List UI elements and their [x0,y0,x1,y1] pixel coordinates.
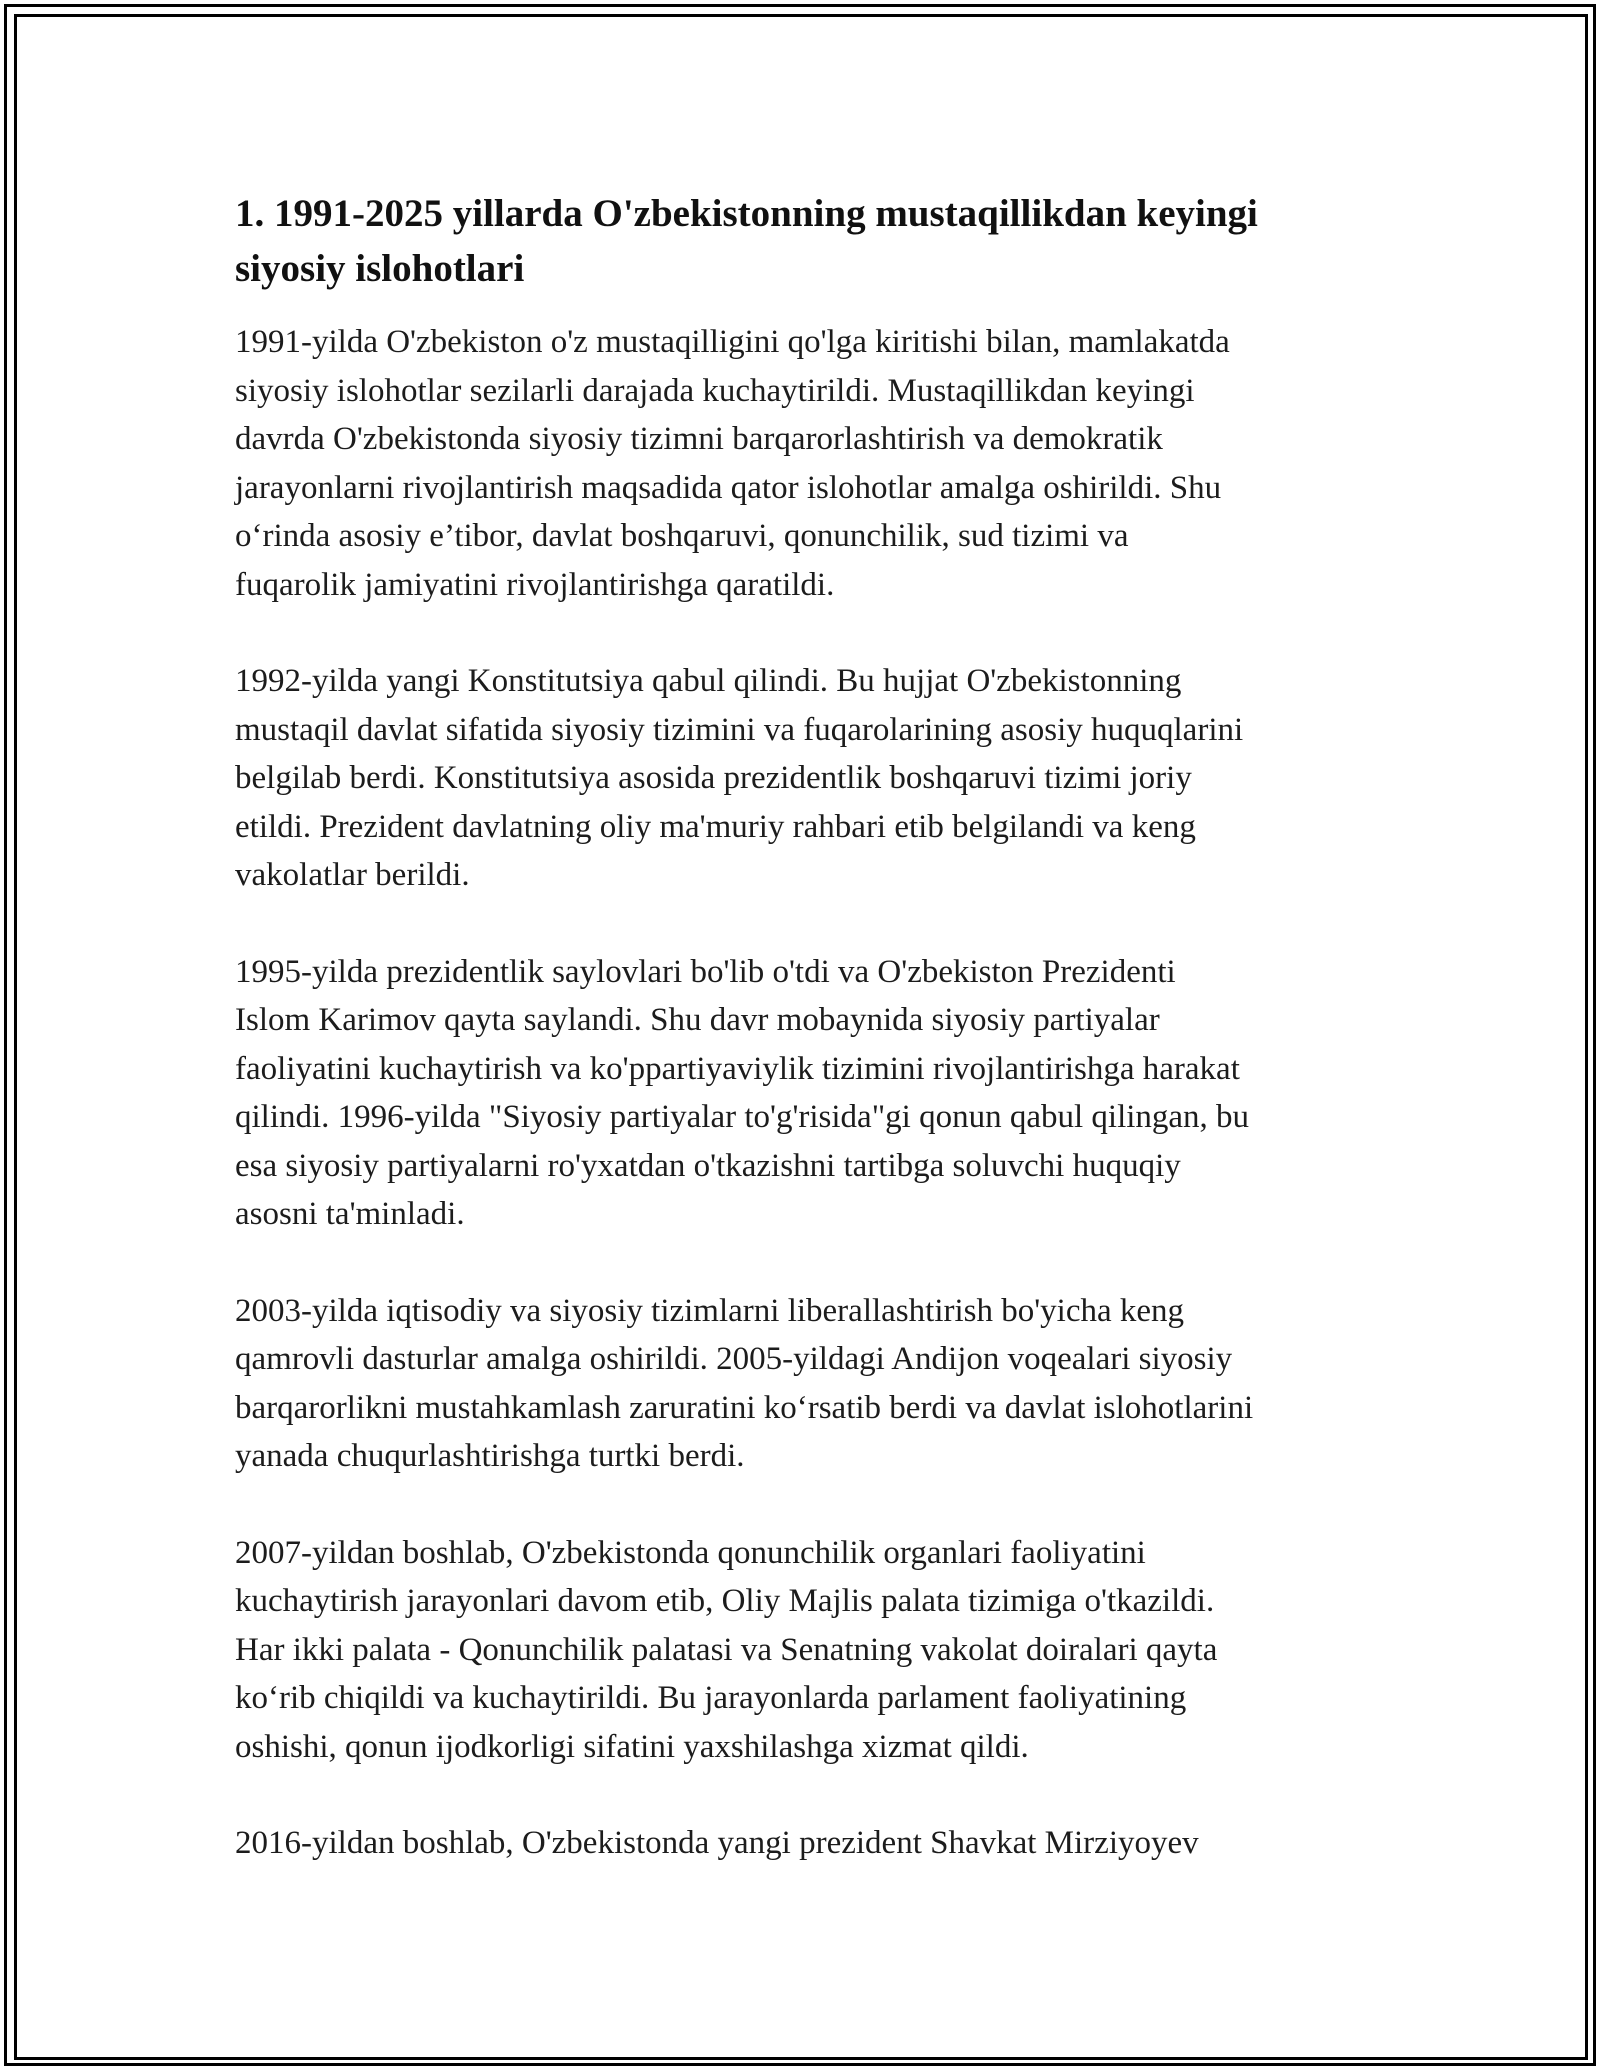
text-line: yanada chuqurlashtirishga turtki berdi. [235,1438,745,1474]
text-line: 2003-yilda iqtisodiy va siyosiy tizimlarni liberallashtirish bo'yicha keng [235,1292,1185,1329]
text-line: etildi. Prezident davlatning oliy ma'muriy rahbari etib belgilandi va keng [235,808,1196,845]
paragraph-2007 [235,1529,1395,1772]
paragraph-2016 [235,1819,1395,1868]
text-line: barqarorlikni mustahkamlash zaruratini ko‘rsatib berdi va davlat islohotlarini [235,1389,1254,1426]
heading-line: 1. 1991-2025 yillarda O'zbekistonning mustaqillikdan keyingi [235,192,1258,235]
paragraph-1992 [235,657,1395,900]
text-line: 2007-yildan boshlab, O'zbekistonda qonunchilik organlari faoliyatini [235,1534,1146,1571]
text-line: oshishi, qonun ijodkorligi sifatini yaxshilashga xizmat qildi. [235,1728,1029,1765]
text-line: kuchaytirish jarayonlari davom etib, Oliy Majlis palata tizimiga o'tkazildi. [235,1583,1215,1619]
text-line: 2016-yildan boshlab, O'zbekistonda yangi prezident Shavkat Mirziyoyev [235,1825,1199,1861]
text-line: davrda O'zbekistonda siyosiy tizimni barqarorlashtirish va demokratik [235,421,1163,457]
text-line: mustaqil davlat sifatida siyosiy tizimini va fuqarolarining asosiy huquqlarini [235,711,1244,748]
text-line: qilindi. 1996-yilda "Siyosiy partiyalar to'g'risida"gi qonun qabul qilingan, bu [235,1099,1250,1135]
paragraph-1991 [235,318,1395,609]
text-line: qamrovli dasturlar amalga oshirildi. 2005-yildagi Andijon voqealari siyosiy [235,1341,1233,1377]
text-line: o‘rinda asosiy e’tibor, davlat boshqaruvi, qonunchilik, sud tizimi va [235,518,1129,554]
text-line: Islom Karimov qayta saylandi. Shu davr mobaynida siyosiy partiyalar [235,1002,1160,1038]
text-line: faoliyatini kuchaytirish va ko'ppartiyaviylik tizimini rivojlantirishga harakat [235,1050,1240,1087]
text-line: belgilab berdi. Konstitutsiya asosida prezidentlik boshqaruvi tizimi joriy [235,760,1192,796]
text-line: Har ikki palata - Qonunchilik palatasi va Senatning vakolat doiralari qayta [235,1631,1218,1668]
text-line: 1991-yilda O'zbekiston o'z mustaqilligini qo'lga kiritishi bilan, mamlakatda [235,324,1230,360]
text-line: 1995-yilda prezidentlik saylovlari bo'lib o'tdi va O'zbekiston Prezidenti [235,953,1176,990]
document-body [235,186,1395,1916]
paragraph-2003 [235,1287,1395,1481]
heading-line: siyosiy islohotlari [235,247,525,290]
text-line: siyosiy islohotlar sezilarli darajada kuchaytirildi. Mustaqillikdan keyingi [235,372,1195,409]
text-line: fuqarolik jamiyatini rivojlantirishga qaratildi. [235,566,835,603]
text-line: jarayonlarni rivojlantirish maqsadida qator islohotlar amalga oshirildi. Shu [235,469,1222,506]
text-line: vakolatlar berildi. [235,857,470,893]
text-line: 1992-yilda yangi Konstitutsiya qabul qilindi. Bu hujjat O'zbekistonning [235,663,1182,699]
text-line: ko‘rib chiqildi va kuchaytirildi. Bu jarayonlarda parlament faoliyatining [235,1680,1187,1716]
section-heading [235,186,1395,296]
text-line: asosni ta'minladi. [235,1196,465,1232]
text-line: esa siyosiy partiyalarni ro'yxatdan o'tkazishni tartibga soluvchi huquqiy [235,1147,1181,1184]
paragraph-1995 [235,948,1395,1239]
